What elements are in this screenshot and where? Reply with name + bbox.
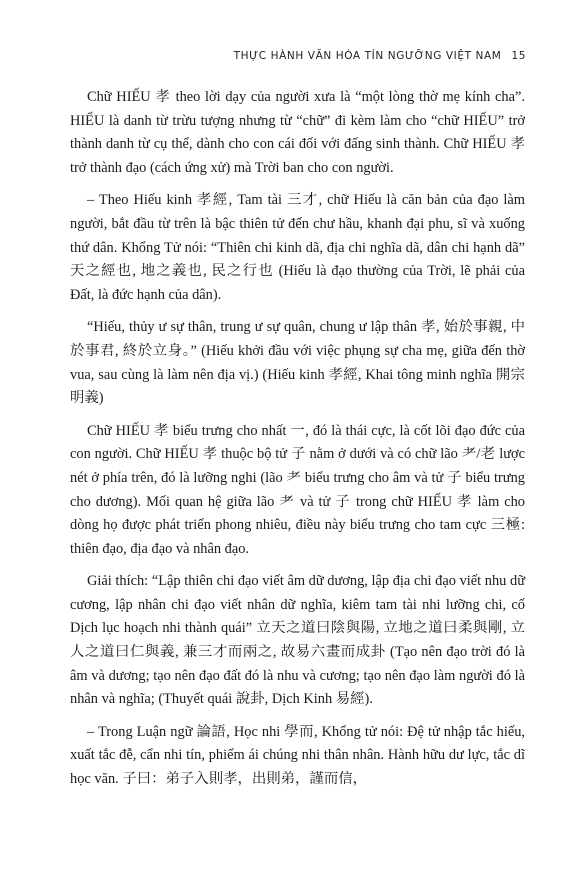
paragraph-luan-ngu: – Trong Luận ngữ 論語, Học nhi 學而, Khổng tử nói: Đệ tử nhập tắc hiếu, xuất tắc đễ, cẩn nhi tín, phiếm ái chúng nhi thân nhân. Hành hữu dư lực, tắc dĩ học văn. 子曰：弟子入則孝，出則弟，謹而信， xyxy=(70,723,525,788)
running-header xyxy=(180,50,526,62)
paragraph-chu-hieu-definition: Chữ HIẾU 孝 theo lời dạy của người xưa là “một lòng thờ mẹ kính cha”. HIẾU là danh từ trừu tượng nhưng từ “chữ” đi kèm làm cho “chữ HIẾU” trở thành danh từ cụ thể, dành cho con cái đối với đấng sinh thành. Chữ HIẾU 孝 trở thành đạo (cách ứng xử) mà Trời ban cho con người. xyxy=(70,89,525,176)
paragraph-hieu-kinh: – Theo Hiếu kinh 孝經, Tam tài 三才, chữ Hiếu là căn bản của đạo làm người, bắt đầu từ trên là bậc thiên tử đến chư hầu, khanh đại phu, sĩ và xuống thứ dân. Khổng Tử nói: “Thiên chi kinh dã, địa chi nghĩa dã, dân chi hạnh dã” 天之經也, 地之義也, 民之行也 (Hiếu là đạo thường của Trời, lẽ phải của Đất, là đức hạnh của dân). xyxy=(70,192,525,303)
page-number: 15 xyxy=(511,50,526,62)
paragraph-hieu-quote: “Hiếu, thủy ư sự thân, trung ư sự quân, chung ư lập thân 孝, 始於事親, 中於事君, 終於立身。” (Hiếu khởi đầu với việc phụng sự cha mẹ, giữa đến thờ vua, sau cùng là làm nên địa vị.) (Hiếu kinh 孝經, Khai tông minh nghĩa 開宗明義) xyxy=(70,319,525,407)
running-title: THỰC HÀNH VĂN HÓA TÍN NGƯỠNG VIỆT NAM xyxy=(233,50,502,62)
paragraph-giai-thich: Giải thích: “Lập thiên chi đạo viết âm dữ dương, lập địa chi đạo viết nhu dữ cương, lập nhân chi đạo viết nhân dữ nghĩa, kiêm tam tài nhi lưỡng chi, cố Dịch lục hoạch nhi thành quái” 立天之道曰陰與陽, 立地之道曰柔與剛, 立人之道曰仁與義, 兼三才而兩之, 故易六畫而成卦 (Tạo nên đạo trời đó là âm và dương; tạo nên đạo đất đó là nhu và cương; tạo nên đạo làm người đó là nhân và nghĩa; (Thuyết quái 說卦, Dịch Kinh 易經). xyxy=(70,573,525,708)
paragraph-symbolism: Chữ HIẾU 孝 biểu trưng cho nhất 一, đó là thái cực, là cốt lõi đạo đức của con người. Chữ HIẾU 孝 thuộc bộ tử 子 nằm ở dưới và có chữ lão 耂/老 lược nét ở phía trên, đó là lưỡng nghi (lão 耂 biểu trưng cho âm và tử 子 biểu trưng cho dương). Mối quan hệ giữa lão 耂 và tử 子 trong chữ HIẾU 孝 làm cho dòng họ được phát triển phong nhiêu, điều này biểu trưng cho tam cực 三極: thiên đạo, địa đạo và nhân đạo. xyxy=(70,422,525,557)
body-text xyxy=(70,86,525,801)
